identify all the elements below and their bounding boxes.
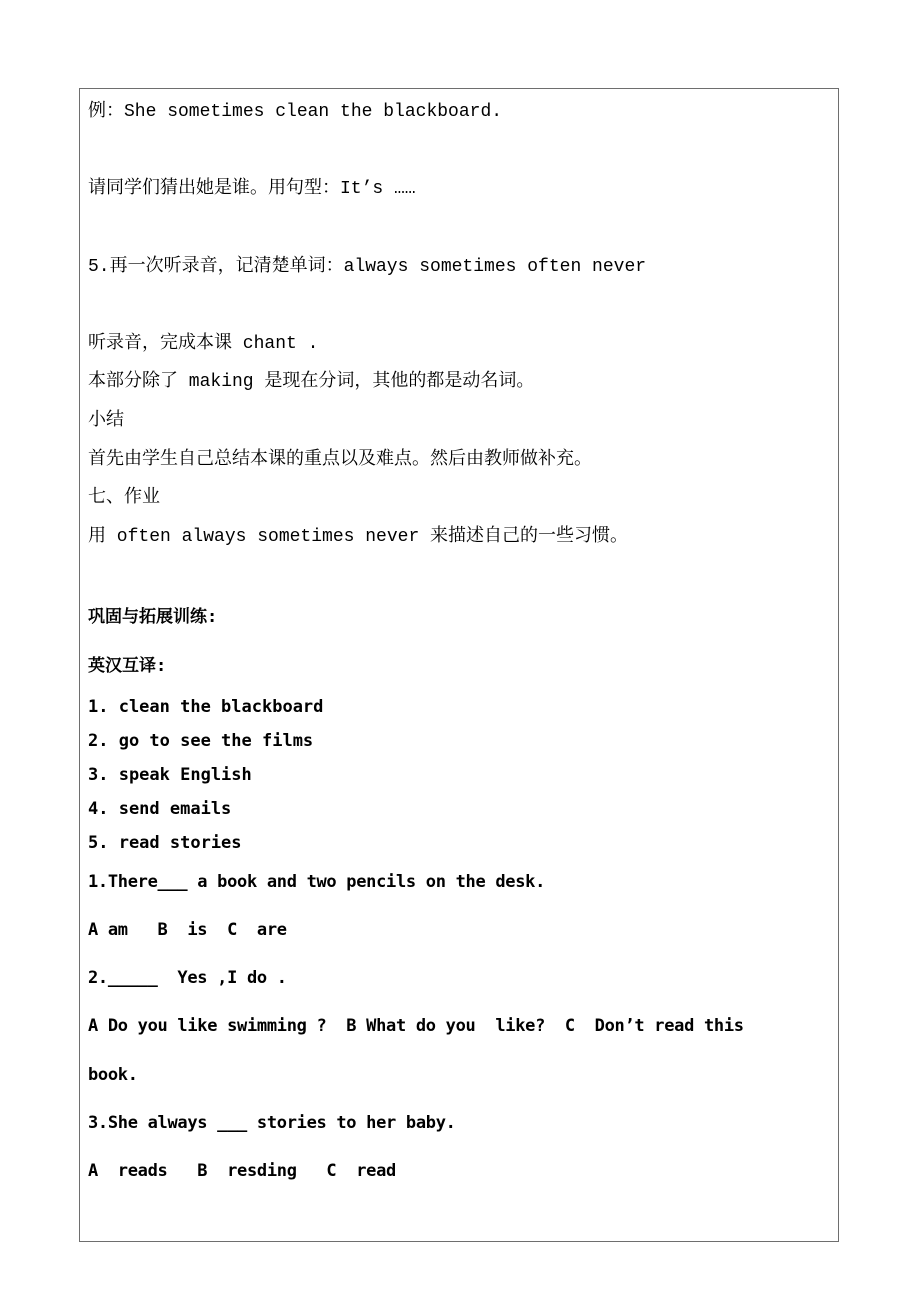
- translation-item: 3. speak English: [88, 765, 252, 785]
- summary-text: 首先由学生自己总结本课的重点以及难点。然后由教师做补充。: [88, 450, 592, 470]
- question-1-options: A am B is C are: [88, 920, 287, 940]
- guess-prompt: 请同学们猜出她是谁。用句型：It’s ……: [88, 179, 416, 199]
- translation-item: 5. read stories: [88, 833, 242, 853]
- translation-item: 1. clean the blackboard: [88, 697, 324, 717]
- grammar-note: 本部分除了 making 是现在分词，其他的都是动名词。: [88, 372, 535, 392]
- homework-heading: 七、作业: [88, 488, 160, 508]
- question-2-stem: 2._____ Yes ,I do .: [88, 968, 287, 988]
- question-2-options-continued: book.: [88, 1065, 138, 1085]
- question-3-stem: 3.She always ___ stories to her baby.: [88, 1113, 456, 1133]
- step-5-listen: 5.再一次听录音，记清楚单词：always sometimes often never: [88, 257, 647, 277]
- question-2-options: A Do you like swimming ? B What do you like? C Don’t read this: [88, 1016, 744, 1036]
- chant-instruction: 听录音，完成本课 chant .: [88, 334, 319, 354]
- translation-heading: 英汉互译:: [88, 656, 167, 676]
- example-sentence: 例：She sometimes clean the blackboard.: [88, 102, 503, 122]
- translation-item: 4. send emails: [88, 799, 232, 819]
- summary-heading: 小结: [88, 411, 124, 431]
- question-1-stem: 1.There___ a book and two pencils on the desk.: [88, 872, 546, 892]
- practice-heading: 巩固与拓展训练:: [88, 607, 218, 627]
- question-3-options: A reads B resding C read: [88, 1161, 396, 1181]
- translation-item: 2. go to see the films: [88, 731, 314, 751]
- homework-text: 用 often always sometimes never 来描述自己的一些习惯。: [88, 527, 629, 547]
